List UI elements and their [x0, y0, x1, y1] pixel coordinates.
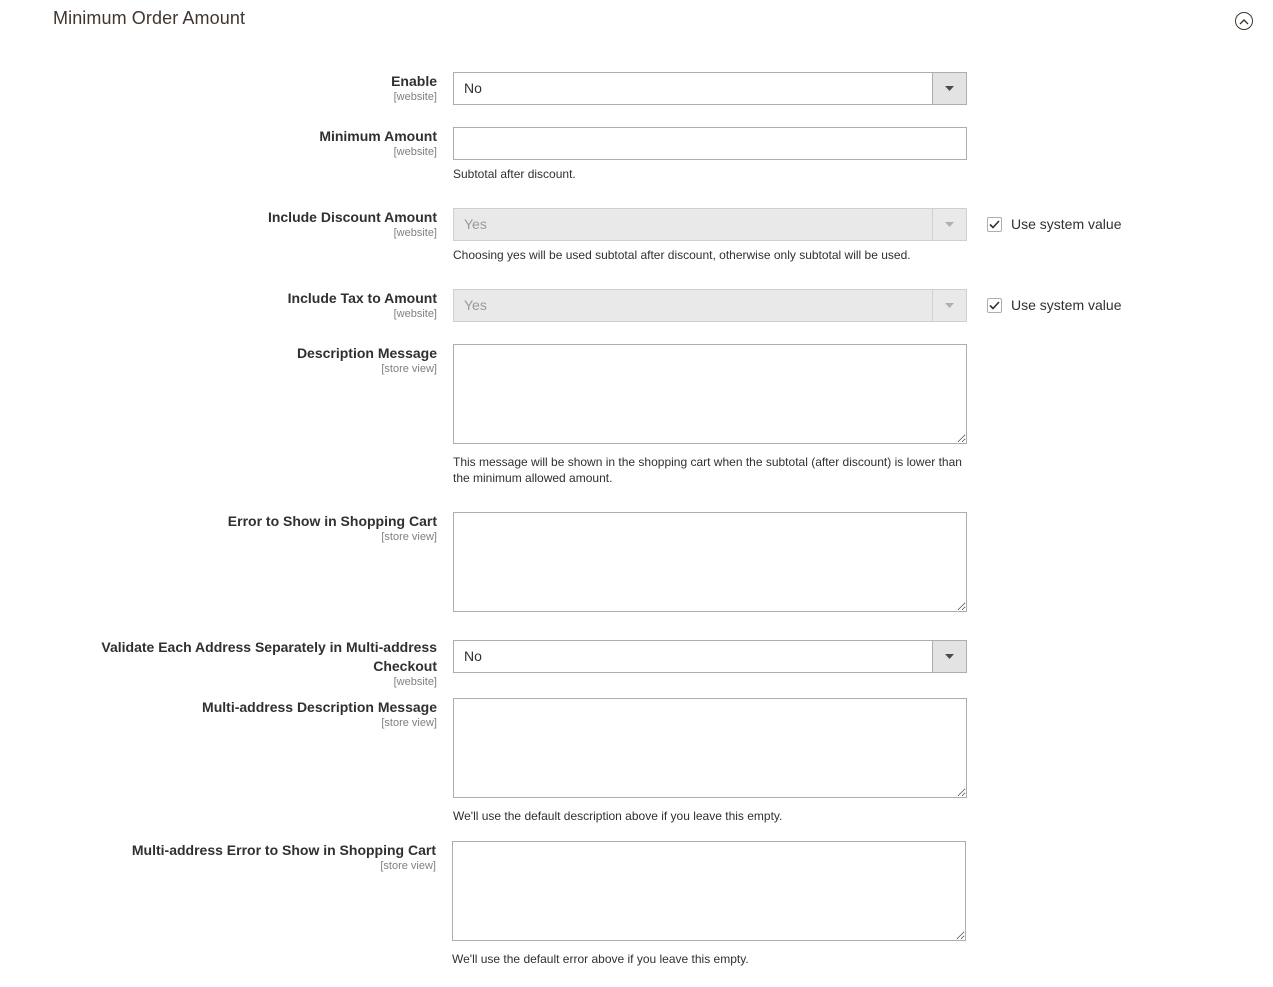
- field-scope: [store view]: [381, 717, 437, 729]
- field-label: Multi-address Description Message: [202, 699, 437, 715]
- system-value-label: Use system value: [1011, 297, 1122, 313]
- field-label: Enable: [391, 73, 437, 89]
- error-message-textarea[interactable]: [453, 512, 967, 612]
- field-note: Subtotal after discount.: [453, 167, 576, 181]
- field-scope: [store view]: [380, 860, 436, 872]
- field-label: Include Discount Amount: [267, 209, 437, 225]
- checkmark-icon: [989, 301, 1000, 310]
- checkmark-icon: [989, 220, 1000, 229]
- use-system-value-tax[interactable]: [987, 297, 1121, 313]
- field-scope: [store view]: [381, 531, 437, 543]
- field-label: Error to Show in Shopping Cart: [227, 513, 437, 529]
- field-scope: [website]: [393, 227, 437, 239]
- collapse-toggle-button[interactable]: [1235, 12, 1253, 30]
- dropdown-arrow-icon: [932, 290, 966, 321]
- field-scope: [website]: [393, 146, 437, 158]
- field-note: This message will be shown in the shopping cart when the subtotal (after discount) is lower than the minimum allowed amount.: [453, 455, 962, 485]
- field-scope: [website]: [393, 308, 437, 320]
- field-note: We'll use the default description above if you leave this empty.: [453, 809, 783, 823]
- field-scope: [website]: [393, 91, 437, 103]
- select-value: No: [464, 80, 482, 96]
- section-title[interactable]: Minimum Order Amount: [53, 8, 246, 28]
- field-label: Include Tax to Amount: [287, 290, 437, 306]
- field-label-continued: Checkout: [373, 658, 437, 674]
- field-scope: [store view]: [381, 363, 437, 375]
- field-label: Multi-address Error to Show in Shopping Cart: [131, 842, 436, 858]
- system-value-checkbox[interactable]: [987, 217, 1002, 232]
- description-message-textarea[interactable]: [453, 344, 967, 444]
- use-system-value-discount[interactable]: [987, 216, 1121, 232]
- validate-each-address-select[interactable]: [453, 640, 967, 673]
- enable-select[interactable]: [453, 72, 967, 105]
- include-discount-select[interactable]: [453, 208, 967, 241]
- system-value-label: Use system value: [1011, 216, 1122, 232]
- dropdown-arrow-icon: [932, 209, 966, 240]
- system-value-checkbox[interactable]: [987, 298, 1002, 313]
- select-value: Yes: [464, 297, 487, 313]
- dropdown-arrow-icon: [932, 641, 966, 672]
- field-label: Description Message: [296, 345, 437, 361]
- include-tax-select[interactable]: [453, 289, 967, 322]
- field-note: Choosing yes will be used subtotal after discount, otherwise only subtotal will be used.: [453, 248, 911, 262]
- dropdown-arrow-icon: [932, 73, 966, 104]
- multi-description-textarea[interactable]: [453, 698, 967, 798]
- select-value: No: [464, 648, 482, 664]
- multi-error-textarea[interactable]: [452, 841, 966, 941]
- field-scope: [website]: [393, 676, 437, 688]
- field-label: Minimum Amount: [319, 128, 437, 144]
- field-label: Validate Each Address Separately in Multi-address: [101, 639, 437, 655]
- chevron-up-icon: [1239, 18, 1249, 25]
- field-note: We'll use the default error above if you leave this empty.: [452, 952, 749, 966]
- minimum-amount-input[interactable]: [453, 127, 967, 160]
- select-value: Yes: [464, 216, 487, 232]
